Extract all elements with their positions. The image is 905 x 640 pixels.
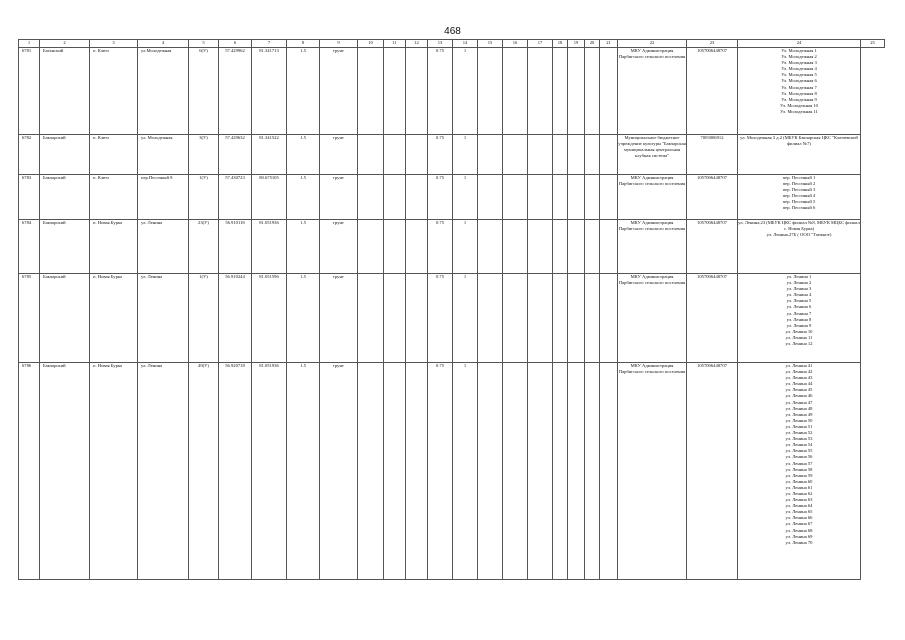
address-item: пер. Песочный 5 — [782, 199, 816, 205]
address-item: ул. Ленина 68 — [785, 527, 813, 533]
empty-cell — [384, 135, 406, 175]
address-list — [738, 48, 860, 115]
empty-cell — [528, 48, 553, 135]
surface-cell: грунт — [320, 48, 358, 135]
served-addresses-cell — [738, 363, 861, 580]
address-item: ул. Ленина 44 — [785, 381, 813, 387]
area-cell: 1.5 — [287, 135, 320, 175]
empty-cell — [528, 363, 553, 580]
table-row — [19, 220, 885, 274]
column-number: 19 — [568, 40, 585, 48]
district-cell: Бакчарский — [40, 175, 90, 220]
empty-cell — [406, 220, 428, 274]
address-item: пер. Песочный 3 — [782, 187, 816, 193]
empty-cell — [358, 274, 384, 363]
lat-cell: 56.910244 — [219, 274, 252, 363]
empty-cell — [585, 175, 600, 220]
owner-cell: МКУ Администрация Парбигского сельского поселения — [618, 220, 687, 274]
address-item: ул. Ленина 45 — [785, 387, 813, 393]
surface-cell: грунт — [320, 175, 358, 220]
address-item: ул. Ленина 61 — [785, 484, 813, 490]
settlement-cell: п. Новая Бурка — [90, 220, 138, 274]
empty-cell — [384, 175, 406, 220]
address-item: ул. Ленина 3 — [786, 286, 812, 292]
empty-cell — [553, 363, 568, 580]
empty-cell — [553, 175, 568, 220]
column-number: 24 — [738, 40, 861, 48]
address-item: ул. Ленина 46 — [785, 393, 813, 399]
address-item: Ул. Молодежная 1 — [781, 48, 817, 53]
address-item: ул. Ленина 69 — [785, 533, 813, 539]
id-cell: 6784 — [19, 220, 40, 274]
column-number: 15 — [478, 40, 503, 48]
id-cell: 6786 — [19, 363, 40, 580]
empty-cell — [358, 175, 384, 220]
owner-cell: МКУ Администрация Парбигского сельского поселения — [618, 274, 687, 363]
column-number: 7 — [252, 40, 287, 48]
address-item: ул. Ленина 8 — [786, 316, 812, 322]
empty-cell — [585, 135, 600, 175]
area-cell: 1.5 — [287, 220, 320, 274]
volume-cell: 0.75 — [428, 363, 453, 580]
district-cell: Бакчарский — [40, 274, 90, 363]
empty-cell — [600, 175, 618, 220]
count-cell: 1 — [453, 274, 478, 363]
ogrn-cell: 7003006912 — [687, 135, 738, 175]
district-cell: Бакчарский — [40, 220, 90, 274]
address-item: пер. Песочный 4 — [782, 193, 816, 199]
column-number: 2 — [40, 40, 90, 48]
empty-cell — [384, 274, 406, 363]
column-number: 12 — [406, 40, 428, 48]
column-number: 25 — [861, 40, 885, 48]
address-item: Ул. Молодежная 10 — [780, 102, 818, 108]
lon-cell: 81.341713 — [252, 48, 287, 135]
registry-table — [18, 39, 885, 580]
ogrn-cell: 1057006448707 — [687, 48, 738, 135]
id-cell: 6783 — [19, 175, 40, 220]
column-number: 23 — [687, 40, 738, 48]
empty-cell — [553, 220, 568, 274]
count-cell: 1 — [453, 363, 478, 580]
empty-cell — [406, 175, 428, 220]
owner-cell: Муниципальное бюджетное учреждение культуры "Бакчарская муниципальная центральная клубная система" — [618, 135, 687, 175]
address-item: ул. Ленина 54 — [785, 442, 813, 448]
empty-cell — [478, 220, 503, 274]
empty-cell — [528, 175, 553, 220]
lon-cell: 80.675105 — [252, 175, 287, 220]
lon-cell: 81.051936 — [252, 363, 287, 580]
empty-cell — [568, 175, 585, 220]
owner-cell: МКУ Администрация Парбигского сельского поселения — [618, 48, 687, 135]
empty-cell — [478, 274, 503, 363]
surface-cell: грунт — [320, 363, 358, 580]
empty-cell — [600, 274, 618, 363]
empty-cell — [553, 274, 568, 363]
address-item: Ул. Молодежная 7 — [781, 84, 817, 90]
empty-cell — [568, 274, 585, 363]
ogrn-cell: 1057006448707 — [687, 220, 738, 274]
empty-cell — [406, 363, 428, 580]
address-list — [738, 135, 860, 147]
column-number: 5 — [189, 40, 219, 48]
served-addresses-cell — [738, 135, 861, 175]
address-item: ул. Ленина 63 — [785, 497, 813, 503]
address-item: пер. Песочный 1 — [782, 175, 816, 180]
id-cell: 6782 — [19, 135, 40, 175]
empty-cell — [358, 48, 384, 135]
lat-cell: 57.430723 — [219, 175, 252, 220]
address-list — [738, 220, 860, 238]
address-item: ул. Ленина 55 — [785, 448, 813, 454]
address-item: Ул. Молодежная 2 — [781, 54, 817, 60]
empty-cell — [585, 274, 600, 363]
address-list — [738, 175, 860, 212]
volume-cell: 0.75 — [428, 274, 453, 363]
address-item: ул. Ленина 1 — [786, 274, 812, 279]
empty-cell — [478, 175, 503, 220]
empty-cell — [553, 135, 568, 175]
address-item: ул. Ленина 65 — [785, 509, 813, 515]
ogrn-cell: 1057006448707 — [687, 175, 738, 220]
street-cell: ул.Молодежная — [138, 48, 189, 135]
owner-cell: МКУ Администрация Парбигского сельского поселения — [618, 363, 687, 580]
column-number: 17 — [528, 40, 553, 48]
empty-cell — [585, 363, 600, 580]
street-cell: пер.Песочный 8 — [138, 175, 189, 220]
column-number: 18 — [553, 40, 568, 48]
address-item: Ул. Молодежная 9 — [781, 96, 817, 102]
address-item: Ул. Молодежная 8 — [781, 90, 817, 96]
table-row — [19, 363, 885, 580]
empty-cell — [600, 363, 618, 580]
address-item: Ул. Молодежная 6 — [781, 78, 817, 84]
empty-cell — [600, 135, 618, 175]
surface-cell: грунт — [320, 220, 358, 274]
address-item: Ул. Молодежная 11 — [780, 108, 818, 114]
address-list — [738, 274, 860, 347]
column-number: 8 — [287, 40, 320, 48]
lat-cell: 57.429632 — [219, 135, 252, 175]
table-row — [19, 274, 885, 363]
column-number: 4 — [138, 40, 189, 48]
address-item: пер. Песочный 6 — [782, 205, 816, 211]
address-item: ул. Ленина 48 — [785, 405, 813, 411]
address-item: ул. Ленина 6 — [786, 304, 812, 310]
address-item: ул. Ленина 2 — [786, 280, 812, 286]
surface-cell: грунт — [320, 274, 358, 363]
served-addresses-cell — [738, 274, 861, 363]
volume-cell: 0.75 — [428, 135, 453, 175]
volume-cell: 0.75 — [428, 48, 453, 135]
address-item: ул. Ленина 67 — [785, 521, 813, 527]
address-item: ул. Ленина,23 (МБУК ЦКС филиал №8, МБУК МЦБС филиал с. Новая Бурка) — [738, 220, 860, 232]
surface-cell: грунт — [320, 135, 358, 175]
volume-cell: 0.75 — [428, 175, 453, 220]
address-item: ул. Ленина 56 — [785, 454, 813, 460]
table-row — [19, 135, 885, 175]
empty-cell — [478, 48, 503, 135]
empty-cell — [568, 363, 585, 580]
empty-cell — [503, 48, 528, 135]
address-item: ул. Ленина 12 — [785, 341, 813, 347]
empty-cell — [568, 220, 585, 274]
address-item: ул. Ленина 60 — [785, 478, 813, 484]
house-cell: 1(У) — [189, 274, 219, 363]
empty-cell — [358, 220, 384, 274]
address-item: Ул. Молодежная 5 — [781, 72, 817, 78]
owner-cell: МКУ Администрация Парбигского сельского поселения — [618, 175, 687, 220]
empty-cell — [568, 135, 585, 175]
district-cell: Бакчарский — [40, 135, 90, 175]
count-cell: 1 — [453, 220, 478, 274]
served-addresses-cell — [738, 48, 861, 135]
lon-cell: 81.341522 — [252, 135, 287, 175]
address-item: ул. Ленина 41 — [785, 363, 813, 368]
district-cell: Бакчарский — [40, 363, 90, 580]
address-item: ул. Ленина 43 — [785, 375, 813, 381]
empty-cell — [503, 135, 528, 175]
address-item: пер. Песочный 2 — [782, 181, 816, 187]
address-item: ул. Ленина 70 — [785, 539, 813, 545]
address-item: ул. Ленина 59 — [785, 472, 813, 478]
empty-cell — [503, 274, 528, 363]
empty-cell — [478, 135, 503, 175]
district-cell: Баганский — [40, 48, 90, 135]
address-item: ул. Ленина 52 — [785, 430, 813, 436]
empty-cell — [384, 363, 406, 580]
street-cell: ул. Молодежная — [138, 135, 189, 175]
lat-cell: 57.429962 — [219, 48, 252, 135]
address-item: ул. Ленина,27Б ( ООО "Таежное) — [766, 232, 832, 238]
column-number: 13 — [428, 40, 453, 48]
address-item: ул. Ленина 66 — [785, 515, 813, 521]
address-item: ул. Ленина 50 — [785, 417, 813, 423]
empty-cell — [528, 220, 553, 274]
address-item: ул. Ленина 53 — [785, 436, 813, 442]
address-item: ул. Ленина 57 — [785, 460, 813, 466]
lon-cell: 81.051936 — [252, 220, 287, 274]
column-number: 3 — [90, 40, 138, 48]
empty-cell — [568, 48, 585, 135]
address-item: ул. Ленина 47 — [785, 399, 813, 405]
address-item: ул. Ленина 64 — [785, 503, 813, 509]
lat-cell: 56.910118 — [219, 220, 252, 274]
area-cell: 1.5 — [287, 48, 320, 135]
settlement-cell: п. Ключ — [90, 48, 138, 135]
table-row — [19, 175, 885, 220]
column-number: 21 — [600, 40, 618, 48]
address-item: Ул. Молодежная 4 — [781, 66, 817, 72]
area-cell: 1.5 — [287, 363, 320, 580]
settlement-cell: п. Ключ — [90, 175, 138, 220]
address-item: ул. Ленина 42 — [785, 369, 813, 375]
address-item: ул. Ленина 4 — [786, 292, 812, 298]
settlement-cell: п. Новая Бурка — [90, 363, 138, 580]
street-cell: ул. Ленина — [138, 220, 189, 274]
empty-cell — [358, 363, 384, 580]
empty-cell — [585, 48, 600, 135]
column-number: 14 — [453, 40, 478, 48]
empty-cell — [585, 220, 600, 274]
empty-cell — [503, 363, 528, 580]
count-cell: 1 — [453, 48, 478, 135]
address-item: ул. Молодежная 3 д.2 (МБУК Бакчарская ЦКС "Ключевской филиал №7) — [740, 135, 858, 147]
house-cell: 49(У) — [189, 363, 219, 580]
count-cell: 1 — [453, 175, 478, 220]
address-item: ул. Ленина 10 — [785, 328, 813, 334]
house-cell: 23(У) — [189, 220, 219, 274]
served-addresses-cell — [738, 175, 861, 220]
column-number: 9 — [320, 40, 358, 48]
empty-cell — [384, 48, 406, 135]
empty-cell — [503, 220, 528, 274]
empty-cell — [528, 274, 553, 363]
empty-cell — [600, 220, 618, 274]
ogrn-cell: 1057006448707 — [687, 363, 738, 580]
volume-cell: 0.75 — [428, 220, 453, 274]
settlement-cell: п. Ключ — [90, 135, 138, 175]
address-item: ул. Ленина 49 — [785, 411, 813, 417]
empty-cell — [406, 135, 428, 175]
lat-cell: 56.920718 — [219, 363, 252, 580]
column-number-row — [19, 40, 885, 48]
street-cell: ул. Ленина — [138, 274, 189, 363]
house-cell: 6(У) — [189, 48, 219, 135]
count-cell: 1 — [453, 135, 478, 175]
empty-cell — [503, 175, 528, 220]
empty-cell — [528, 135, 553, 175]
address-item: ул. Ленина 5 — [786, 298, 812, 304]
lon-cell: 81.051596 — [252, 274, 287, 363]
column-number: 20 — [585, 40, 600, 48]
address-item: ул. Ленина 9 — [786, 322, 812, 328]
empty-cell — [406, 274, 428, 363]
settlement-cell: п. Новая Бурка — [90, 274, 138, 363]
address-item: ул. Ленина 11 — [785, 334, 813, 340]
address-item: ул. Ленина 62 — [785, 490, 813, 496]
house-cell: 3(У) — [189, 135, 219, 175]
table-row — [19, 48, 885, 135]
empty-cell — [384, 220, 406, 274]
address-list — [738, 363, 860, 546]
area-cell: 1.5 — [287, 175, 320, 220]
street-cell: ул. Ленина — [138, 363, 189, 580]
column-number: 6 — [219, 40, 252, 48]
address-item: ул. Ленина 7 — [786, 310, 812, 316]
column-number: 22 — [618, 40, 687, 48]
address-item: ул. Ленина 51 — [785, 423, 813, 429]
empty-cell — [600, 48, 618, 135]
column-number: 11 — [384, 40, 406, 48]
column-number: 10 — [358, 40, 384, 48]
empty-cell — [406, 48, 428, 135]
column-number: 16 — [503, 40, 528, 48]
area-cell: 1.5 — [287, 274, 320, 363]
ogrn-cell: 1057006448707 — [687, 274, 738, 363]
address-item: ул. Ленина 58 — [785, 466, 813, 472]
empty-cell — [478, 363, 503, 580]
column-number: 1 — [19, 40, 40, 48]
page-number: 468 — [444, 26, 461, 37]
house-cell: 1(У) — [189, 175, 219, 220]
address-item: Ул. Молодежная 3 — [781, 60, 817, 66]
empty-cell — [358, 135, 384, 175]
served-addresses-cell — [738, 220, 861, 274]
empty-cell — [553, 48, 568, 135]
id-cell: 6785 — [19, 274, 40, 363]
id-cell: 6781 — [19, 48, 40, 135]
